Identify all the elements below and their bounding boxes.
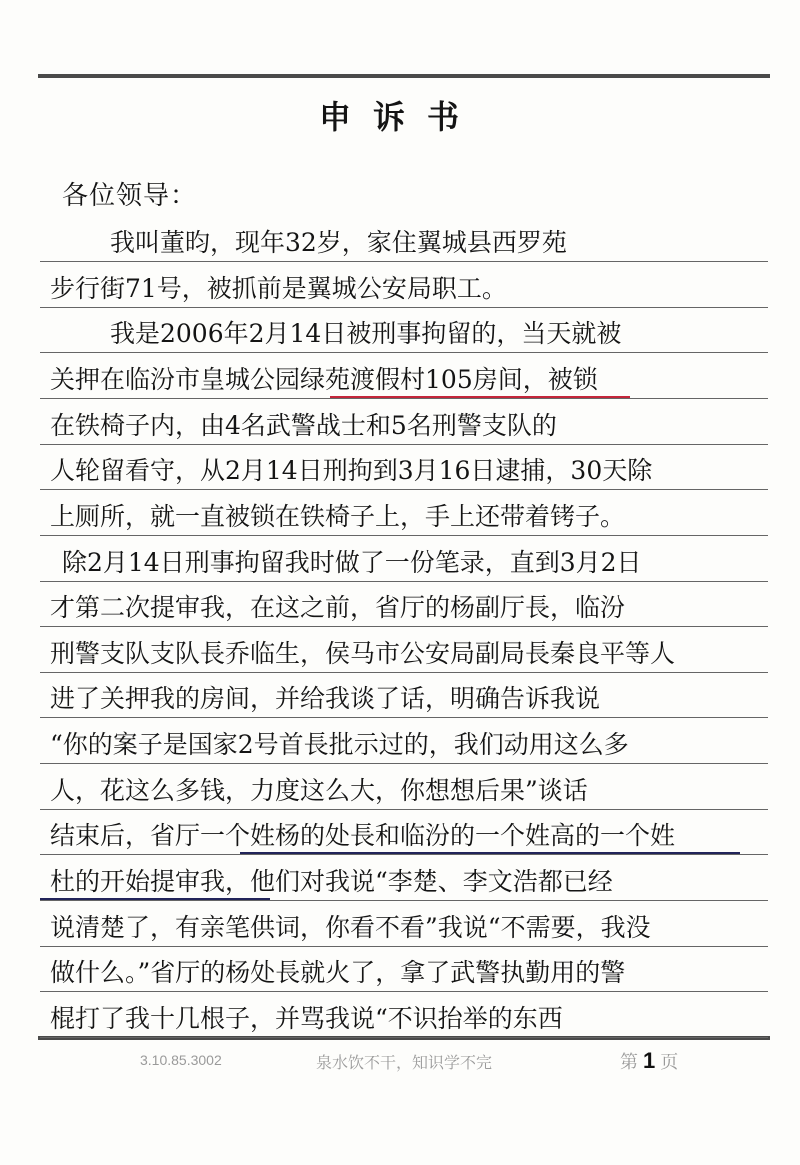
document-title: 申诉书 bbox=[318, 98, 481, 136]
letter-line: “你的案子是国家2号首長批示过的，我们动用这么多 bbox=[50, 730, 629, 759]
letter-line: 刑警支队支队長乔临生，侯马市公安局副局長秦良平等人 bbox=[50, 639, 676, 668]
letter-line: 杜的开始提审我，他们对我说“李楚、李文浩都已经 bbox=[50, 867, 613, 896]
paper-slogan: 泉水饮不干，知识学不完 bbox=[316, 1055, 493, 1072]
letter-line: 说清楚了，有亲笔供词，你看不看”我说“不需要，我没 bbox=[50, 913, 651, 942]
ruled-line bbox=[40, 626, 768, 627]
letter-line: 才第二次提审我，在这之前，省厅的杨副厅長，临汾 bbox=[50, 593, 626, 622]
letter-line: 棍打了我十几根子，并骂我说“不识抬举的东西 bbox=[50, 1004, 563, 1033]
ruled-line bbox=[40, 489, 768, 490]
letter-line: 步行街71号，被抓前是翼城公安局职工。 bbox=[50, 274, 507, 303]
ruled-line bbox=[40, 261, 768, 262]
letter-line: 做什么。”省厅的杨处長就火了，拿了武警执勤用的警 bbox=[50, 958, 626, 987]
ruled-line bbox=[40, 307, 768, 308]
letter-line: 人，花这么多钱，力度这么大，你想想后果”谈话 bbox=[50, 776, 588, 805]
letter-line: 在铁椅子内，由4名武警战士和5名刑警支队的 bbox=[50, 411, 557, 440]
ruled-line bbox=[40, 946, 768, 947]
page-suffix: 页 bbox=[660, 1052, 679, 1072]
ruled-line bbox=[40, 900, 768, 901]
ruled-line bbox=[40, 535, 768, 536]
ruled-line bbox=[40, 672, 768, 673]
ruled-line bbox=[40, 352, 768, 353]
ruled-line bbox=[40, 581, 768, 582]
page-footer bbox=[0, 1046, 800, 1076]
letter-line: 关押在临汾市皇城公园绿苑渡假村105房间，被锁 bbox=[50, 365, 598, 394]
ruled-line bbox=[40, 1037, 768, 1038]
letter-line: 进了关押我的房间，并给我谈了话，明确告诉我说 bbox=[50, 684, 601, 713]
letter-line: 人轮留看守，从2月14日刑拘到3月16日逮捕，30天除 bbox=[50, 456, 653, 485]
salutation: 各位领导： bbox=[62, 181, 198, 211]
top-border-rule bbox=[38, 74, 770, 78]
letter-line: 我是2006年2月14日被刑事拘留的，当天就被 bbox=[110, 319, 622, 348]
ruled-line bbox=[40, 809, 768, 810]
page-number-label bbox=[620, 1048, 678, 1074]
letter-line: 我叫董昀，现年32岁，家住翼城县西罗苑 bbox=[110, 228, 567, 257]
ruled-line bbox=[40, 444, 768, 445]
ruled-line bbox=[40, 854, 768, 855]
page-prefix: 第 bbox=[620, 1052, 638, 1072]
ruled-line bbox=[40, 398, 768, 399]
letter-line: 结束后，省厅一个姓杨的处長和临汾的一个姓高的一个姓 bbox=[50, 821, 676, 850]
paper-code: 3.10.85.3002 bbox=[140, 1052, 222, 1068]
ruled-line bbox=[40, 717, 768, 718]
ruled-line bbox=[40, 763, 768, 764]
ruled-line bbox=[40, 991, 768, 992]
letter-line: 除2月14日刑事拘留我时做了一份笔录，直到3月2日 bbox=[62, 548, 642, 577]
letter-line: 上厕所，就一直被锁在铁椅子上，手上还带着铐子。 bbox=[50, 502, 626, 531]
page-number: 1 bbox=[643, 1048, 656, 1073]
